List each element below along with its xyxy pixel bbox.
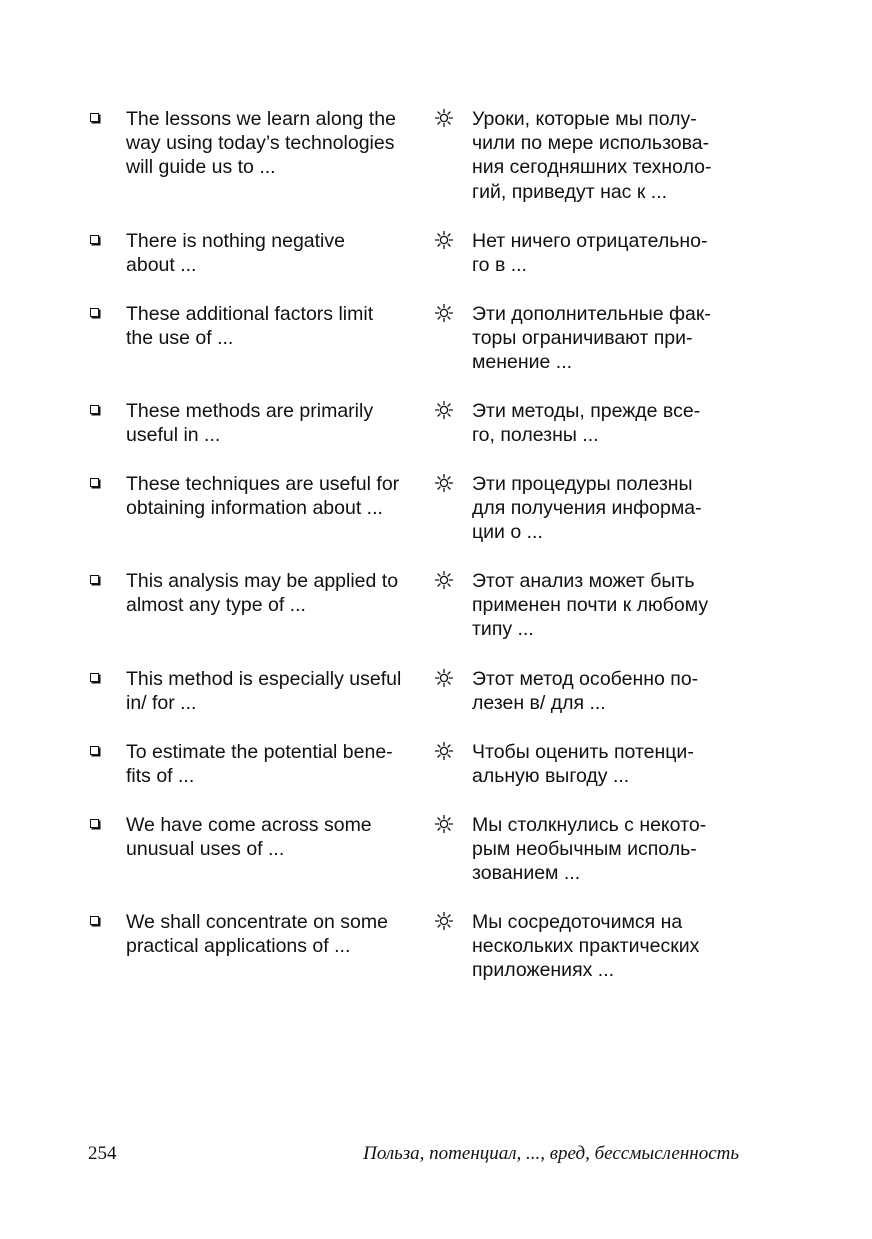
- russian-translation: Мы сосредоточимся на нескольких практических приложениях ...: [472, 911, 700, 982]
- english-phrase: This analysis may be applied to almost any type of ...: [126, 570, 399, 617]
- checkbox-square-icon: [90, 235, 99, 244]
- sun-icon: [434, 108, 454, 128]
- sun-icon: [434, 230, 454, 250]
- checkbox-square-icon: [90, 308, 99, 317]
- english-phrase: To estimate the potential bene- fits of ...: [126, 741, 393, 788]
- sun-icon: [434, 741, 454, 761]
- english-phrase: These methods are primarily useful in ...: [126, 400, 374, 447]
- sun-icon: [434, 303, 454, 323]
- russian-translation: Этот анализ может быть применен почти к любому типу ...: [472, 570, 709, 641]
- english-phrase: These techniques are useful for obtaining information about ...: [126, 473, 400, 520]
- russian-translation: Мы столкнулись с некото- рым необычным исполь- зованием ...: [472, 814, 707, 885]
- russian-translation: Эти дополнительные фак- торы ограничивают при- менение ...: [472, 303, 711, 374]
- checkbox-square-icon: [90, 819, 99, 828]
- checkbox-square-icon: [90, 673, 99, 682]
- checkbox-square-icon: [90, 478, 99, 487]
- page-number: 254: [88, 1143, 117, 1164]
- russian-translation: Эти методы, прежде все- го, полезны ...: [472, 400, 701, 447]
- checkbox-square-icon: [90, 575, 99, 584]
- russian-translation: Эти процедуры полезны для получения информа- ции о ...: [472, 473, 702, 544]
- english-phrase: These additional factors limit the use of ...: [126, 303, 374, 350]
- english-phrase: There is nothing negative about ...: [126, 230, 345, 277]
- sun-icon: [434, 570, 454, 590]
- running-title: Польза, потенциал, ..., вред, бессмысленность: [363, 1143, 739, 1164]
- checkbox-square-icon: [90, 746, 99, 755]
- sun-icon: [434, 814, 454, 834]
- russian-translation: Чтобы оценить потенци- альную выгоду ...: [472, 741, 694, 788]
- sun-icon: [434, 668, 454, 688]
- sun-icon: [434, 473, 454, 493]
- russian-translation: Этот метод особенно по- лезен в/ для ...: [472, 668, 699, 715]
- russian-translation: Нет ничего отрицательно- го в ...: [472, 230, 708, 277]
- english-phrase: We shall concentrate on some practical applications of ...: [126, 911, 388, 958]
- sun-icon: [434, 911, 454, 931]
- english-phrase: We have come across some unusual uses of ...: [126, 814, 372, 861]
- russian-translation: Уроки, которые мы полу- чили по мере использова- ния сегодняшних техноло- гий, приведут нас к ...: [472, 108, 712, 203]
- checkbox-square-icon: [90, 113, 99, 122]
- english-phrase: This method is especially useful in/ for ...: [126, 668, 402, 715]
- checkbox-square-icon: [90, 405, 99, 414]
- checkbox-square-icon: [90, 916, 99, 925]
- english-phrase: The lessons we learn along the way using today’s technologies will guide us to ...: [126, 108, 396, 179]
- sun-icon: [434, 400, 454, 420]
